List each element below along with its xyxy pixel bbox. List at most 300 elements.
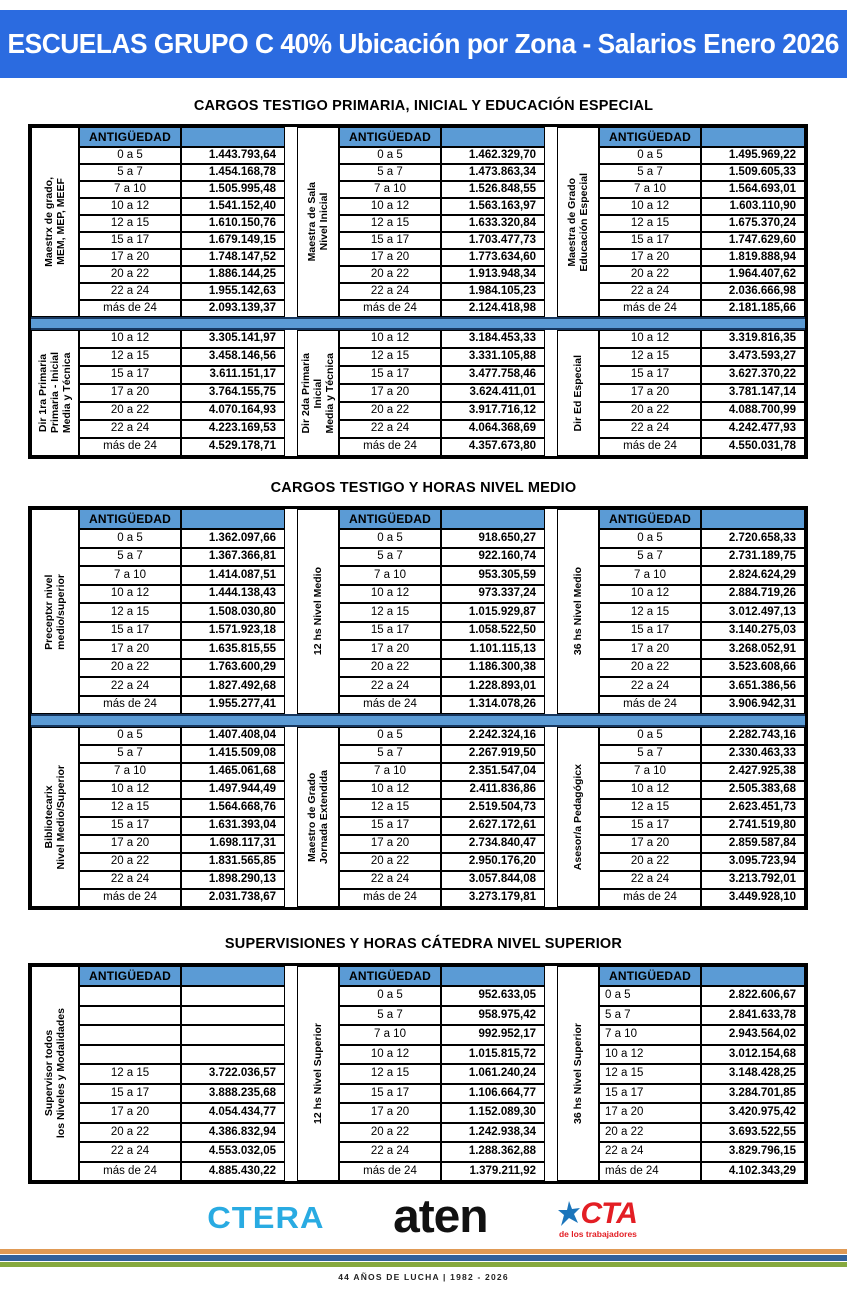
salary-cell: 3.917.716,12 — [441, 402, 545, 420]
antiguedad-cell — [79, 1006, 181, 1026]
cta-logo — [558, 1197, 636, 1239]
salary-cell: 1.505.995,48 — [181, 181, 285, 198]
footer-logos — [0, 1188, 847, 1244]
salary-cell: 2.330.463,33 — [701, 745, 805, 763]
salary-cell: 4.553.032,05 — [181, 1142, 285, 1162]
role-label-text: Preceptxr nivel medio/superior — [42, 573, 67, 650]
antiguedad-cell: 10 a 12 — [339, 585, 441, 604]
salary-cell: 1.955.277,41 — [181, 696, 285, 715]
antiguedad-cell: 10 a 12 — [79, 585, 181, 604]
salary-cell: 3.624.411,01 — [441, 384, 545, 402]
salary-cell: 1.679.149,15 — [181, 232, 285, 249]
salary-cell: 3.477.758,46 — [441, 366, 545, 384]
antiguedad-cell: 0 a 5 — [599, 529, 701, 548]
aten-logo: aten — [392, 1188, 488, 1242]
salary-cell: 1.015.815,72 — [441, 1045, 545, 1065]
antiguedad-cell — [79, 1045, 181, 1065]
antiguedad-cell: 12 a 15 — [79, 1064, 181, 1084]
value-header-blank — [701, 509, 805, 529]
antiguedad-cell: 12 a 15 — [599, 215, 701, 232]
antiguedad-header: ANTIGÜEDAD — [339, 966, 441, 986]
section-primaria-inicial-especial — [0, 98, 847, 459]
salary-cell: 2.242.324,16 — [441, 727, 545, 745]
role-label-text: 12 hs Nivel Superior — [311, 1023, 324, 1124]
salary-table — [28, 124, 808, 459]
antiguedad-cell: 15 a 17 — [339, 1084, 441, 1104]
role-label-text: Dir 1ra Primaria Primaria - Inicial Media y Técnica — [36, 352, 74, 434]
salary-cell: 3.781.147,14 — [701, 384, 805, 402]
role-label-text: 36 hs Nivel Superior — [571, 1023, 584, 1124]
salary-cell: 1.101.115,13 — [441, 640, 545, 659]
salary-cell: 1.748.147,52 — [181, 249, 285, 266]
salary-table — [28, 506, 808, 910]
antiguedad-cell: 15 a 17 — [339, 232, 441, 249]
antiguedad-cell: 5 a 7 — [339, 164, 441, 181]
salary-cell: 4.054.434,77 — [181, 1103, 285, 1123]
salary-cell: 1.955.142,63 — [181, 283, 285, 300]
antiguedad-cell: 10 a 12 — [339, 781, 441, 799]
salary-table — [28, 963, 808, 1184]
salary-cell: 3.273.179,81 — [441, 889, 545, 907]
antiguedad-cell: 15 a 17 — [599, 366, 701, 384]
antiguedad-cell: 7 a 10 — [339, 1025, 441, 1045]
salary-cell: 3.148.428,25 — [701, 1064, 805, 1084]
salary-cell: 2.031.738,67 — [181, 889, 285, 907]
antiguedad-cell: más de 24 — [339, 300, 441, 317]
antiguedad-cell: 5 a 7 — [79, 745, 181, 763]
antiguedad-cell: 7 a 10 — [599, 1025, 701, 1045]
salary-cell: 3.722.036,57 — [181, 1064, 285, 1084]
value-header-blank — [181, 966, 285, 986]
role-label-text: 12 hs Nivel Medio — [311, 567, 324, 656]
cta-logo-text: CTA — [580, 1197, 637, 1230]
antiguedad-cell: 12 a 15 — [339, 215, 441, 232]
antiguedad-cell: 12 a 15 — [339, 1064, 441, 1084]
antiguedad-cell: 7 a 10 — [79, 763, 181, 781]
antiguedad-header: ANTIGÜEDAD — [79, 966, 181, 986]
role-label-text: 36 hs Nivel Medio — [571, 567, 584, 656]
value-header-blank — [181, 127, 285, 147]
antiguedad-cell: 20 a 22 — [599, 659, 701, 678]
antiguedad-cell: 0 a 5 — [339, 727, 441, 745]
salary-cell: 3.319.816,35 — [701, 330, 805, 348]
salary-cell: 1.058.522,50 — [441, 622, 545, 641]
antiguedad-cell: 12 a 15 — [339, 799, 441, 817]
role-label — [297, 509, 339, 714]
antiguedad-cell: 20 a 22 — [599, 1123, 701, 1143]
salary-cell: 1.186.300,38 — [441, 659, 545, 678]
antiguedad-cell: 17 a 20 — [339, 835, 441, 853]
salary-cell: 1.703.477,73 — [441, 232, 545, 249]
antiguedad-cell: 10 a 12 — [599, 198, 701, 215]
salary-cell: 1.443.793,64 — [181, 147, 285, 164]
salary-cell: 1.497.944,49 — [181, 781, 285, 799]
salary-cell: 1.454.168,78 — [181, 164, 285, 181]
page-title: ESCUELAS GRUPO C 40% Ubicación por Zona - Salarios Enero 2026 — [7, 28, 840, 59]
antiguedad-header: ANTIGÜEDAD — [599, 509, 701, 529]
antiguedad-cell: 15 a 17 — [339, 622, 441, 641]
salary-cell: 4.386.832,94 — [181, 1123, 285, 1143]
salary-cell: 1.367.366,81 — [181, 548, 285, 567]
antiguedad-cell: 22 a 24 — [599, 1142, 701, 1162]
salary-cell: 1.508.030,80 — [181, 603, 285, 622]
antiguedad-cell: más de 24 — [599, 1162, 701, 1182]
antiguedad-cell: 7 a 10 — [599, 566, 701, 585]
antiguedad-cell: 7 a 10 — [339, 763, 441, 781]
role-label — [31, 509, 79, 714]
salary-cell: 4.088.700,99 — [701, 402, 805, 420]
salary-cell: 3.651.386,56 — [701, 677, 805, 696]
antiguedad-cell: 10 a 12 — [599, 585, 701, 604]
salary-cell: 3.140.275,03 — [701, 622, 805, 641]
role-label-text: Bibliotecarix Nivel Medio/Superior — [42, 764, 67, 870]
salary-cell: 3.095.723,94 — [701, 853, 805, 871]
salary-cell: 1.827.492,68 — [181, 677, 285, 696]
salary-cell: 2.627.172,61 — [441, 817, 545, 835]
role-label — [557, 509, 599, 714]
antiguedad-cell: 15 a 17 — [599, 232, 701, 249]
salary-cell: 1.763.600,29 — [181, 659, 285, 678]
salary-cell: 4.885.430,22 — [181, 1162, 285, 1182]
antiguedad-cell: 0 a 5 — [599, 147, 701, 164]
antiguedad-cell: 12 a 15 — [599, 603, 701, 622]
antiguedad-cell: 12 a 15 — [339, 603, 441, 622]
role-label-text: Dir 2da Primaria Inicial Media y Técnica — [299, 352, 337, 434]
antiguedad-cell: 20 a 22 — [79, 659, 181, 678]
salary-cell: 3.420.975,42 — [701, 1103, 805, 1123]
antiguedad-header: ANTIGÜEDAD — [599, 127, 701, 147]
salary-cell: 3.693.522,55 — [701, 1123, 805, 1143]
antiguedad-cell: 20 a 22 — [599, 266, 701, 283]
salary-cell: 2.623.451,73 — [701, 799, 805, 817]
antiguedad-cell: 15 a 17 — [599, 817, 701, 835]
antiguedad-cell: 10 a 12 — [79, 330, 181, 348]
value-header-blank — [701, 127, 805, 147]
antiguedad-cell: 15 a 17 — [339, 817, 441, 835]
antiguedad-cell: 22 a 24 — [599, 677, 701, 696]
salary-cell: 3.184.453,33 — [441, 330, 545, 348]
role-label-text: Supervisor todos los Niveles y Modalidades — [42, 1008, 67, 1139]
antiguedad-cell: 7 a 10 — [339, 566, 441, 585]
antiguedad-cell: más de 24 — [599, 438, 701, 456]
antiguedad-cell: 10 a 12 — [339, 198, 441, 215]
value-header-blank — [441, 966, 545, 986]
role-label — [31, 127, 79, 317]
antiguedad-cell: 22 a 24 — [339, 677, 441, 696]
section-nivel-superior — [0, 936, 847, 1184]
antiguedad-cell: 12 a 15 — [79, 799, 181, 817]
salary-cell: 2.731.189,75 — [701, 548, 805, 567]
role-label-text: Maestrx de grado, MEM, MEP, MEEF — [42, 177, 67, 267]
antiguedad-cell: 12 a 15 — [79, 603, 181, 622]
salary-cell: 1.886.144,25 — [181, 266, 285, 283]
antiguedad-cell: más de 24 — [339, 438, 441, 456]
salary-cell: 3.906.942,31 — [701, 696, 805, 715]
salary-cell: 1.964.407,62 — [701, 266, 805, 283]
antiguedad-cell: 20 a 22 — [79, 853, 181, 871]
antiguedad-cell: 17 a 20 — [339, 384, 441, 402]
salary-cell: 1.495.969,22 — [701, 147, 805, 164]
role-label — [297, 966, 339, 1181]
stripe-orange — [0, 1249, 847, 1254]
antiguedad-cell: 17 a 20 — [599, 249, 701, 266]
antiguedad-cell: 20 a 22 — [339, 659, 441, 678]
antiguedad-cell: más de 24 — [339, 889, 441, 907]
salary-cell: 3.458.146,56 — [181, 348, 285, 366]
antiguedad-cell: 7 a 10 — [599, 181, 701, 198]
salary-cell: 2.824.624,29 — [701, 566, 805, 585]
salary-cell: 1.603.110,90 — [701, 198, 805, 215]
salary-cell: 1.563.163,97 — [441, 198, 545, 215]
salary-cell: 1.564.668,76 — [181, 799, 285, 817]
antiguedad-cell: 20 a 22 — [79, 402, 181, 420]
role-label — [31, 966, 79, 1181]
antiguedad-cell: 0 a 5 — [599, 986, 701, 1006]
salary-cell: 1.698.117,31 — [181, 835, 285, 853]
antiguedad-cell: 15 a 17 — [79, 366, 181, 384]
antiguedad-cell: 5 a 7 — [79, 548, 181, 567]
salary-cell: 1.984.105,23 — [441, 283, 545, 300]
antiguedad-cell: 22 a 24 — [79, 677, 181, 696]
salary-cell: 1.465.061,68 — [181, 763, 285, 781]
antiguedad-cell: 22 a 24 — [79, 1142, 181, 1162]
antiguedad-header: ANTIGÜEDAD — [339, 127, 441, 147]
salary-cell: 3.012.497,13 — [701, 603, 805, 622]
salary-cell: 1.831.565,85 — [181, 853, 285, 871]
salary-cell: 3.449.928,10 — [701, 889, 805, 907]
salary-cell: 2.859.587,84 — [701, 835, 805, 853]
salary-cell: 2.943.564,02 — [701, 1025, 805, 1045]
salary-cell: 2.822.606,67 — [701, 986, 805, 1006]
antiguedad-cell: 5 a 7 — [599, 164, 701, 181]
salary-cell: 3.213.792,01 — [701, 871, 805, 889]
role-label — [31, 727, 79, 907]
salary-cell: 3.473.593,27 — [701, 348, 805, 366]
section-nivel-medio — [0, 480, 847, 910]
section-title: SUPERVISIONES Y HORAS CÁTEDRA NIVEL SUPERIOR — [224, 936, 623, 952]
salary-cell: 3.888.235,68 — [181, 1084, 285, 1104]
cta-star-figure-icon — [558, 1201, 580, 1227]
cta-subtitle: de los trabajadores — [558, 1229, 637, 1239]
antiguedad-cell: más de 24 — [599, 696, 701, 715]
salary-cell: 1.773.634,60 — [441, 249, 545, 266]
antiguedad-cell: 17 a 20 — [339, 640, 441, 659]
salary-cell: 2.884.719,26 — [701, 585, 805, 604]
antiguedad-cell: 15 a 17 — [599, 622, 701, 641]
salary-cell: 1.473.863,34 — [441, 164, 545, 181]
antiguedad-cell — [79, 986, 181, 1006]
salary-cell: 1.379.211,92 — [441, 1162, 545, 1182]
salary-cell: 1.407.408,04 — [181, 727, 285, 745]
antiguedad-cell: 12 a 15 — [79, 348, 181, 366]
antiguedad-cell: 20 a 22 — [339, 266, 441, 283]
antiguedad-cell: más de 24 — [79, 438, 181, 456]
band-divider — [31, 317, 805, 330]
antiguedad-cell: 17 a 20 — [79, 384, 181, 402]
role-label-text: Maestra de Sala Nivel Inicial — [305, 182, 330, 262]
salary-cell: 2.093.139,37 — [181, 300, 285, 317]
salary-cell: 2.720.658,33 — [701, 529, 805, 548]
salary-cell: 4.242.477,93 — [701, 420, 805, 438]
role-label — [297, 727, 339, 907]
salary-cell: 922.160,74 — [441, 548, 545, 567]
role-label-text: Maestro de Grado Jornada Extendida — [305, 770, 330, 864]
salary-cell: 1.015.929,87 — [441, 603, 545, 622]
antiguedad-cell: 7 a 10 — [79, 181, 181, 198]
salary-cell — [181, 1006, 285, 1026]
salary-cell: 1.571.923,18 — [181, 622, 285, 641]
salary-cell: 2.411.836,86 — [441, 781, 545, 799]
value-header-blank — [181, 509, 285, 529]
antiguedad-header: ANTIGÜEDAD — [79, 509, 181, 529]
antiguedad-cell: 10 a 12 — [79, 781, 181, 799]
antiguedad-header: ANTIGÜEDAD — [79, 127, 181, 147]
salary-cell: 1.564.693,01 — [701, 181, 805, 198]
antiguedad-cell: 17 a 20 — [599, 835, 701, 853]
antiguedad-cell: 17 a 20 — [79, 249, 181, 266]
salary-cell: 958.975,42 — [441, 1006, 545, 1026]
salary-cell: 1.526.848,55 — [441, 181, 545, 198]
antiguedad-cell: 22 a 24 — [339, 1142, 441, 1162]
role-label — [557, 966, 599, 1181]
salary-cell — [181, 1045, 285, 1065]
antiguedad-cell: 5 a 7 — [339, 1006, 441, 1026]
salary-cell: 3.611.151,17 — [181, 366, 285, 384]
antiguedad-cell: 0 a 5 — [339, 147, 441, 164]
salary-cell: 2.950.176,20 — [441, 853, 545, 871]
salary-cell: 1.444.138,43 — [181, 585, 285, 604]
salary-cell: 1.819.888,94 — [701, 249, 805, 266]
value-header-blank — [441, 127, 545, 147]
antiguedad-cell: 17 a 20 — [79, 640, 181, 659]
antiguedad-cell: más de 24 — [339, 1162, 441, 1182]
role-label — [557, 330, 599, 456]
footer-stripes — [0, 1249, 847, 1267]
salary-cell: 3.331.105,88 — [441, 348, 545, 366]
antiguedad-cell: 15 a 17 — [79, 1084, 181, 1104]
antiguedad-cell: 20 a 22 — [599, 402, 701, 420]
antiguedad-cell: 12 a 15 — [599, 1064, 701, 1084]
salary-cell: 4.357.673,80 — [441, 438, 545, 456]
title-banner — [0, 10, 847, 78]
antiguedad-cell: 20 a 22 — [79, 266, 181, 283]
role-label-text: Asesor/a Pedagógicx — [571, 763, 584, 871]
role-label-text: Maestra de Grado Educación Especial — [565, 172, 590, 272]
salary-cell: 2.734.840,47 — [441, 835, 545, 853]
salary-cell: 3.057.844,08 — [441, 871, 545, 889]
salary-cell: 3.268.052,91 — [701, 640, 805, 659]
salary-cell: 2.036.666,98 — [701, 283, 805, 300]
antiguedad-cell: 0 a 5 — [599, 727, 701, 745]
antiguedad-cell: 0 a 5 — [79, 529, 181, 548]
salary-cell: 3.284.701,85 — [701, 1084, 805, 1104]
antiguedad-cell: 15 a 17 — [79, 817, 181, 835]
antiguedad-cell: 15 a 17 — [599, 1084, 701, 1104]
antiguedad-cell: 20 a 22 — [339, 1123, 441, 1143]
salary-cell: 2.351.547,04 — [441, 763, 545, 781]
salary-cell: 973.337,24 — [441, 585, 545, 604]
antiguedad-cell: 5 a 7 — [79, 164, 181, 181]
antiguedad-cell: 5 a 7 — [599, 745, 701, 763]
salary-cell: 1.061.240,24 — [441, 1064, 545, 1084]
salary-cell: 2.841.633,78 — [701, 1006, 805, 1026]
salary-cell: 1.747.629,60 — [701, 232, 805, 249]
salary-cell: 4.529.178,71 — [181, 438, 285, 456]
role-label — [557, 727, 599, 907]
antiguedad-cell: 22 a 24 — [79, 420, 181, 438]
antiguedad-cell: 22 a 24 — [339, 871, 441, 889]
salary-cell: 1.314.078,26 — [441, 696, 545, 715]
section-title: CARGOS TESTIGO PRIMARIA, INICIAL Y EDUCACIÓN ESPECIAL — [193, 98, 654, 114]
role-label — [31, 330, 79, 456]
salary-cell: 1.228.893,01 — [441, 677, 545, 696]
stripe-blue — [0, 1255, 847, 1261]
role-label — [297, 330, 339, 456]
salary-cell: 1.362.097,66 — [181, 529, 285, 548]
band-divider — [31, 714, 805, 727]
antiguedad-cell: 5 a 7 — [339, 745, 441, 763]
salary-cell: 4.223.169,53 — [181, 420, 285, 438]
antiguedad-cell: más de 24 — [79, 1162, 181, 1182]
salary-cell: 1.242.938,34 — [441, 1123, 545, 1143]
salary-cell: 4.070.164,93 — [181, 402, 285, 420]
antiguedad-cell: 12 a 15 — [339, 348, 441, 366]
antiguedad-cell — [79, 1025, 181, 1045]
antiguedad-cell: 7 a 10 — [79, 566, 181, 585]
antiguedad-cell: 15 a 17 — [79, 232, 181, 249]
antiguedad-cell: 22 a 24 — [599, 283, 701, 300]
salary-cell: 2.519.504,73 — [441, 799, 545, 817]
stripe-green — [0, 1262, 847, 1267]
antiguedad-cell: 15 a 17 — [79, 622, 181, 641]
antiguedad-cell: 17 a 20 — [79, 1103, 181, 1123]
salary-cell: 1.675.370,24 — [701, 215, 805, 232]
antiguedad-cell: 7 a 10 — [599, 763, 701, 781]
value-header-blank — [441, 509, 545, 529]
antiguedad-cell: 20 a 22 — [339, 402, 441, 420]
antiguedad-cell: 20 a 22 — [79, 1123, 181, 1143]
antiguedad-cell: 17 a 20 — [79, 835, 181, 853]
salary-cell: 1.898.290,13 — [181, 871, 285, 889]
salary-cell: 2.282.743,16 — [701, 727, 805, 745]
salary-cell: 1.541.152,40 — [181, 198, 285, 215]
antiguedad-cell: 22 a 24 — [339, 420, 441, 438]
salary-cell: 1.913.948,34 — [441, 266, 545, 283]
salary-cell: 1.610.150,76 — [181, 215, 285, 232]
antiguedad-cell: 10 a 12 — [79, 198, 181, 215]
salary-cell: 1.633.320,84 — [441, 215, 545, 232]
salary-cell: 3.305.141,97 — [181, 330, 285, 348]
salary-cell: 4.102.343,29 — [701, 1162, 805, 1182]
antiguedad-cell: 10 a 12 — [339, 330, 441, 348]
antiguedad-cell: más de 24 — [79, 889, 181, 907]
salary-cell: 1.414.087,51 — [181, 566, 285, 585]
role-label — [297, 127, 339, 317]
salary-cell: 3.523.608,66 — [701, 659, 805, 678]
antiguedad-cell: 10 a 12 — [599, 1045, 701, 1065]
salary-cell — [181, 1025, 285, 1045]
value-header-blank — [701, 966, 805, 986]
antiguedad-cell: 10 a 12 — [599, 330, 701, 348]
salary-cell: 2.124.418,98 — [441, 300, 545, 317]
antiguedad-cell: 22 a 24 — [599, 420, 701, 438]
salary-cell: 918.650,27 — [441, 529, 545, 548]
antiguedad-cell: 15 a 17 — [339, 366, 441, 384]
salary-cell: 4.550.031,78 — [701, 438, 805, 456]
antiguedad-cell: 17 a 20 — [339, 249, 441, 266]
salary-cell — [181, 986, 285, 1006]
salary-cell: 1.288.362,88 — [441, 1142, 545, 1162]
